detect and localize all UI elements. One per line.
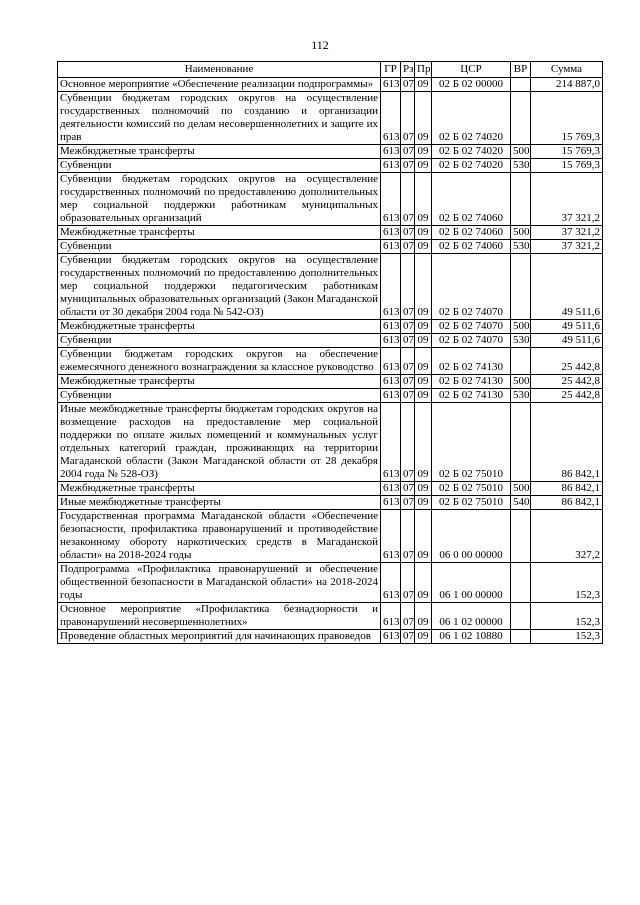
cell-name: Основное мероприятие «Обеспечение реализации подпрограммы»	[58, 78, 381, 92]
table-row	[58, 563, 603, 603]
cell-pr: 09	[415, 389, 432, 403]
table-row	[58, 348, 603, 375]
table-row	[58, 375, 603, 389]
cell-csr: 02 Б 02 75010	[432, 496, 511, 510]
cell-sum: 37 321,2	[531, 240, 603, 254]
cell-vr: 500	[511, 226, 531, 240]
cell-sum: 49 511,6	[531, 320, 603, 334]
cell-name: Субвенции	[58, 159, 381, 173]
cell-name: Иные межбюджетные трансферты бюджетам городских округов на возмещение расходов на предоставление мер социальной поддержки по оплате жилых помещений и коммунальных услуг отдельных категорий граждан, проживающих на территории Магаданской области (Закон Магаданской области от 28 декабря 2004 года № 528-ОЗ)	[58, 403, 381, 482]
cell-rz: 07	[401, 389, 415, 403]
cell-gr: 613	[381, 563, 401, 603]
cell-sum: 37 321,2	[531, 226, 603, 240]
cell-csr: 02 Б 02 74060	[432, 226, 511, 240]
cell-csr: 02 Б 02 74130	[432, 375, 511, 389]
cell-rz: 07	[401, 92, 415, 145]
cell-gr: 613	[381, 403, 401, 482]
cell-name: Межбюджетные трансферты	[58, 145, 381, 159]
cell-gr: 613	[381, 375, 401, 389]
cell-sum: 86 842,1	[531, 496, 603, 510]
cell-pr: 09	[415, 403, 432, 482]
cell-vr: 530	[511, 389, 531, 403]
cell-rz: 07	[401, 375, 415, 389]
cell-csr: 06 1 02 00000	[432, 603, 511, 630]
cell-gr: 613	[381, 78, 401, 92]
cell-csr: 02 Б 02 74130	[432, 348, 511, 375]
cell-pr: 09	[415, 78, 432, 92]
cell-sum: 49 511,6	[531, 334, 603, 348]
table-row	[58, 320, 603, 334]
table-row	[58, 145, 603, 159]
cell-vr	[511, 563, 531, 603]
cell-vr	[511, 510, 531, 563]
cell-sum: 152,3	[531, 563, 603, 603]
cell-pr: 09	[415, 496, 432, 510]
cell-vr	[511, 173, 531, 226]
cell-csr: 02 Б 02 00000	[432, 78, 511, 92]
cell-gr: 613	[381, 320, 401, 334]
cell-pr: 09	[415, 145, 432, 159]
cell-name: Субвенции бюджетам городских округов на осуществление государственных полномочий по предоставлению дополнительных мер социальной поддержки работникам муниципальных образовательных организаций	[58, 173, 381, 226]
cell-pr: 09	[415, 159, 432, 173]
header-gr: ГР	[381, 62, 401, 78]
table-row	[58, 78, 603, 92]
cell-vr	[511, 254, 531, 320]
cell-csr: 02 Б 02 74070	[432, 334, 511, 348]
cell-name: Субвенции	[58, 334, 381, 348]
cell-sum: 327,2	[531, 510, 603, 563]
cell-rz: 07	[401, 348, 415, 375]
cell-gr: 613	[381, 254, 401, 320]
header-sum: Сумма	[531, 62, 603, 78]
cell-vr: 500	[511, 482, 531, 496]
cell-gr: 613	[381, 159, 401, 173]
table-row	[58, 173, 603, 226]
cell-name: Межбюджетные трансферты	[58, 375, 381, 389]
cell-csr: 02 Б 02 75010	[432, 482, 511, 496]
cell-sum: 152,3	[531, 630, 603, 644]
cell-gr: 613	[381, 145, 401, 159]
cell-sum: 152,3	[531, 603, 603, 630]
header-vr: ВР	[511, 62, 531, 78]
cell-sum: 86 842,1	[531, 482, 603, 496]
cell-vr	[511, 603, 531, 630]
header-rz: Рз	[401, 62, 415, 78]
cell-vr	[511, 630, 531, 644]
cell-rz: 07	[401, 482, 415, 496]
cell-name: Субвенции бюджетам городских округов на обеспечение ежемесячного денежного вознаграждения за классное руководство	[58, 348, 381, 375]
header-pr: Пр	[415, 62, 432, 78]
cell-rz: 07	[401, 78, 415, 92]
cell-gr: 613	[381, 92, 401, 145]
cell-name: Субвенции бюджетам городских округов на осуществление государственных полномочий по созданию и организации деятельности комиссий по делам несовершеннолетних и защите их прав	[58, 92, 381, 145]
cell-rz: 07	[401, 159, 415, 173]
cell-pr: 09	[415, 603, 432, 630]
cell-name: Субвенции бюджетам городских округов на осуществление государственных полномочий по предоставлению дополнительных мер социальной поддержки педагогическим работникам муниципальных образовательных организаций (Закон Магаданской области от 30 декабря 2004 года № 542-ОЗ)	[58, 254, 381, 320]
cell-csr: 02 Б 02 74070	[432, 320, 511, 334]
budget-table	[57, 61, 603, 644]
table-row	[58, 334, 603, 348]
cell-name: Межбюджетные трансферты	[58, 226, 381, 240]
cell-gr: 613	[381, 482, 401, 496]
cell-csr: 02 Б 02 75010	[432, 403, 511, 482]
cell-name: Государственная программа Магаданской области «Обеспечение безопасности, профилактика правонарушений и противодействие незаконному обороту наркотических средств в Магаданской области» на 2018-2024 годы	[58, 510, 381, 563]
table-body	[58, 78, 603, 644]
cell-rz: 07	[401, 334, 415, 348]
cell-vr	[511, 348, 531, 375]
cell-gr: 613	[381, 389, 401, 403]
table-row	[58, 603, 603, 630]
cell-csr: 02 Б 02 74020	[432, 92, 511, 145]
cell-vr	[511, 78, 531, 92]
cell-sum: 25 442,8	[531, 389, 603, 403]
cell-gr: 613	[381, 603, 401, 630]
cell-rz: 07	[401, 145, 415, 159]
cell-sum: 49 511,6	[531, 254, 603, 320]
cell-vr: 540	[511, 496, 531, 510]
cell-csr: 06 1 02 10880	[432, 630, 511, 644]
cell-vr	[511, 92, 531, 145]
cell-name: Межбюджетные трансферты	[58, 320, 381, 334]
cell-sum: 214 887,0	[531, 78, 603, 92]
page-number: 112	[311, 38, 329, 52]
cell-sum: 86 842,1	[531, 403, 603, 482]
cell-gr: 613	[381, 510, 401, 563]
cell-rz: 07	[401, 603, 415, 630]
cell-vr: 530	[511, 334, 531, 348]
cell-sum: 15 769,3	[531, 92, 603, 145]
cell-csr: 02 Б 02 74020	[432, 145, 511, 159]
cell-pr: 09	[415, 320, 432, 334]
cell-gr: 613	[381, 348, 401, 375]
table-row	[58, 226, 603, 240]
cell-rz: 07	[401, 630, 415, 644]
cell-vr: 500	[511, 320, 531, 334]
cell-name: Субвенции	[58, 240, 381, 254]
cell-sum: 25 442,8	[531, 348, 603, 375]
cell-rz: 07	[401, 240, 415, 254]
table-row	[58, 92, 603, 145]
cell-csr: 06 0 00 00000	[432, 510, 511, 563]
cell-pr: 09	[415, 348, 432, 375]
cell-pr: 09	[415, 334, 432, 348]
cell-gr: 613	[381, 496, 401, 510]
cell-csr: 02 Б 02 74060	[432, 173, 511, 226]
table-row	[58, 510, 603, 563]
cell-name: Основное мероприятие «Профилактика безнадзорности и правонарушений несовершеннолетних»	[58, 603, 381, 630]
cell-rz: 07	[401, 403, 415, 482]
cell-pr: 09	[415, 173, 432, 226]
cell-pr: 09	[415, 510, 432, 563]
table-header-row	[58, 62, 603, 78]
cell-gr: 613	[381, 630, 401, 644]
cell-gr: 613	[381, 173, 401, 226]
table-row	[58, 630, 603, 644]
cell-vr: 500	[511, 375, 531, 389]
cell-rz: 07	[401, 320, 415, 334]
table-row	[58, 159, 603, 173]
table-row	[58, 403, 603, 482]
cell-rz: 07	[401, 173, 415, 226]
cell-rz: 07	[401, 510, 415, 563]
cell-pr: 09	[415, 254, 432, 320]
table-row	[58, 482, 603, 496]
cell-sum: 25 442,8	[531, 375, 603, 389]
table-row	[58, 389, 603, 403]
cell-sum: 15 769,3	[531, 145, 603, 159]
table-row	[58, 254, 603, 320]
cell-csr: 06 1 00 00000	[432, 563, 511, 603]
cell-gr: 613	[381, 240, 401, 254]
cell-sum: 37 321,2	[531, 173, 603, 226]
cell-pr: 09	[415, 226, 432, 240]
cell-pr: 09	[415, 240, 432, 254]
cell-sum: 15 769,3	[531, 159, 603, 173]
cell-pr: 09	[415, 482, 432, 496]
header-csr: ЦСР	[432, 62, 511, 78]
cell-rz: 07	[401, 254, 415, 320]
cell-name: Субвенции	[58, 389, 381, 403]
cell-vr	[511, 403, 531, 482]
cell-pr: 09	[415, 630, 432, 644]
cell-pr: 09	[415, 375, 432, 389]
cell-vr: 530	[511, 240, 531, 254]
cell-vr: 500	[511, 145, 531, 159]
cell-gr: 613	[381, 334, 401, 348]
cell-pr: 09	[415, 563, 432, 603]
header-name: Наименование	[58, 62, 381, 78]
cell-gr: 613	[381, 226, 401, 240]
cell-name: Межбюджетные трансферты	[58, 482, 381, 496]
table-row	[58, 496, 603, 510]
cell-rz: 07	[401, 563, 415, 603]
cell-csr: 02 Б 02 74070	[432, 254, 511, 320]
cell-vr: 530	[511, 159, 531, 173]
cell-rz: 07	[401, 226, 415, 240]
cell-rz: 07	[401, 496, 415, 510]
cell-name: Проведение областных мероприятий для начинающих правоведов	[58, 630, 381, 644]
cell-name: Подпрограмма «Профилактика правонарушений и обеспечение общественной безопасности в Магаданской области» на 2018-2024 годы	[58, 563, 381, 603]
cell-csr: 02 Б 02 74060	[432, 240, 511, 254]
cell-csr: 02 Б 02 74020	[432, 159, 511, 173]
cell-name: Иные межбюджетные трансферты	[58, 496, 381, 510]
cell-pr: 09	[415, 92, 432, 145]
table-row	[58, 240, 603, 254]
cell-csr: 02 Б 02 74130	[432, 389, 511, 403]
